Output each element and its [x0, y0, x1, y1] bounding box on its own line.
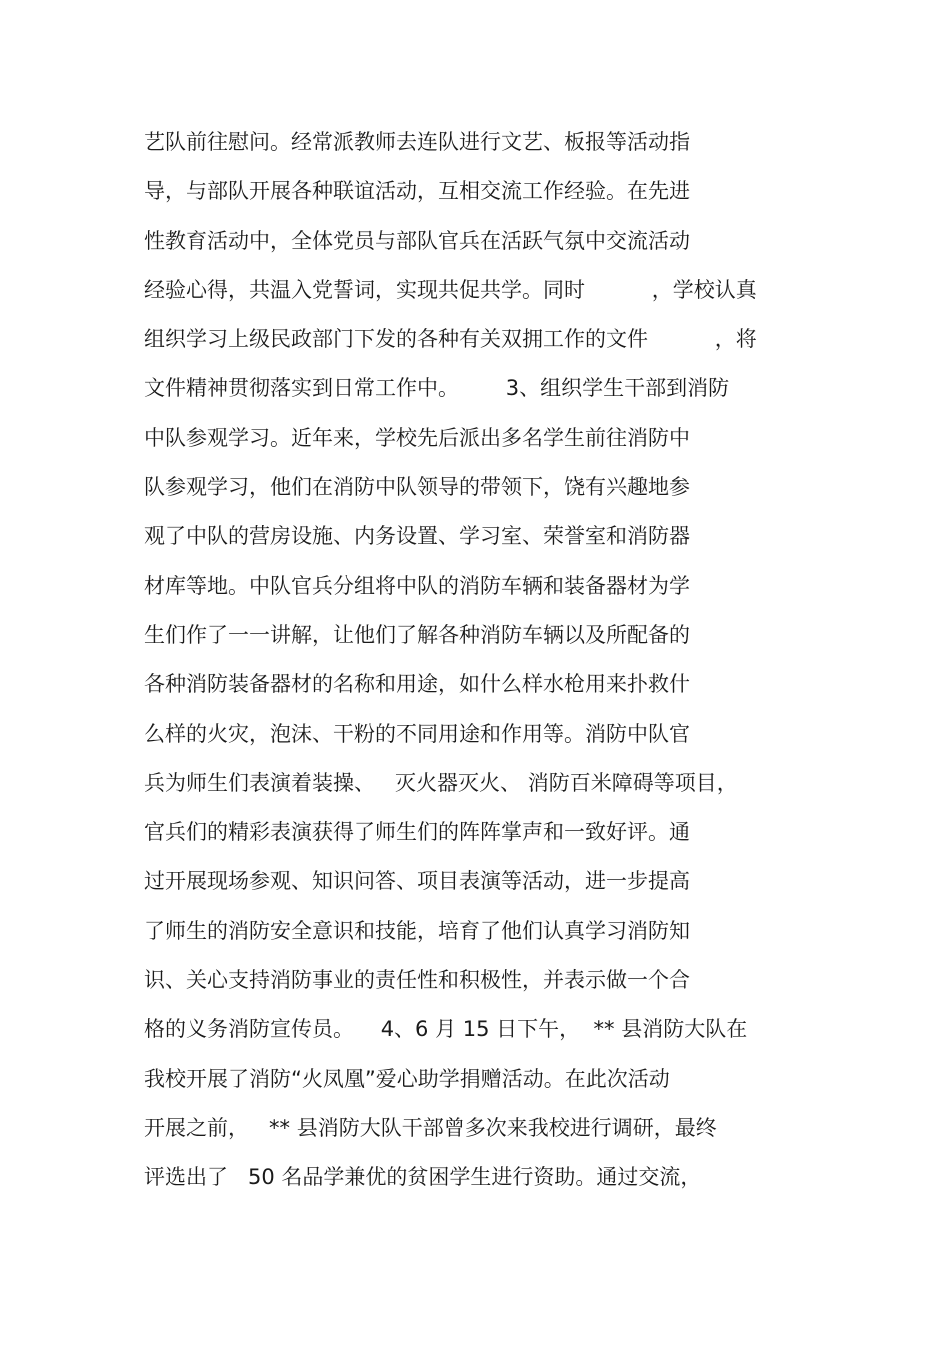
- text-line: 官兵们的精彩表演获得了师生们的阵阵掌声和一致好评。通: [144, 820, 690, 845]
- text-line: 格的义务消防宣传员。 4、6 月 15 日下午， ** 县消防大队在: [144, 1017, 748, 1042]
- text-line: 开展之前， ** 县消防大队干部曾多次来我校进行调研，最终: [144, 1115, 717, 1140]
- text-line: 文件精神贯彻落实到日常工作中。 3、组织学生干部到消防: [144, 376, 730, 401]
- text-line: 性教育活动中，全体党员与部队官兵在活跃气氛中交流活动: [144, 228, 690, 253]
- text-line: 过开展现场参观、知识问答、项目表演等活动，进一步提高: [144, 869, 690, 894]
- text-line: 艺队前往慰问。经常派教师去连队进行文艺、板报等活动指: [144, 130, 690, 154]
- text-line: 观了中队的营房设施、内务设置、学习室、荣誉室和消防器: [144, 524, 690, 549]
- text-line: 导，与部队开展各种联谊活动，互相交流工作经验。在先进: [144, 179, 690, 204]
- text-line: 识、关心支持消防事业的责任性和积极性，并表示做一个合: [144, 968, 690, 993]
- body-paragraph: [144, 122, 844, 1207]
- text-line: 生们作了一一讲解，让他们了解各种消防车辆以及所配备的: [144, 622, 690, 647]
- text-line: 评选出了 50 名品学兼优的贫困学生进行资助。通过交流，: [144, 1165, 702, 1190]
- text-line: 组织学习上级民政部门下发的各种有关双拥工作的文件 ，将: [144, 327, 757, 352]
- text-line: 中队参观学习。近年来，学校先后派出多名学生前往消防中: [144, 425, 690, 450]
- text-line: 各种消防装备器材的名称和用途，如什么样水枪用来扑救什: [144, 672, 690, 697]
- text-line: 我校开展了消防“火凤凰”爱心助学捐赠活动。在此次活动: [144, 1066, 670, 1091]
- text-line: 了师生的消防安全意识和技能，培育了他们认真学习消防知: [144, 918, 690, 943]
- text-line: 材库等地。中队官兵分组将中队的消防车辆和装备器材为学: [144, 573, 690, 598]
- text-line: 队参观学习，他们在消防中队领导的带领下，饶有兴趣地参: [144, 475, 690, 500]
- text-line: 兵为师生们表演着装操、 灭火器灭火、 消防百米障碍等项目，: [144, 770, 738, 795]
- text-line: 经验心得，共温入党誓词，实现共促共学。同时 ，学校认真: [144, 277, 757, 302]
- text-line: 么样的火灾，泡沫、干粉的不同用途和作用等。消防中队官: [144, 721, 690, 746]
